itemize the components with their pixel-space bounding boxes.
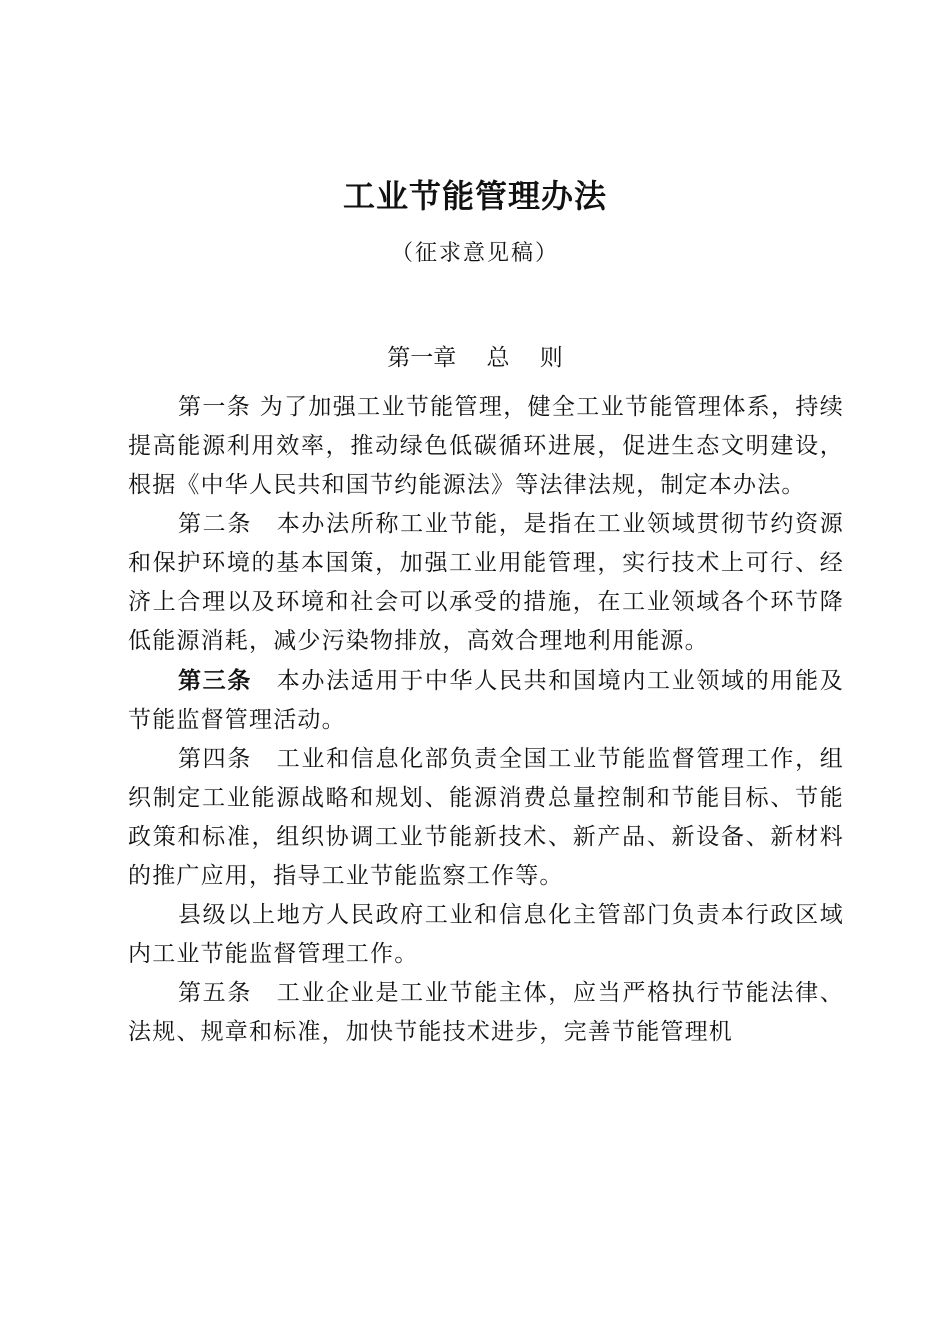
article-4-text: 工业和信息化部负责全国工业节能监督管理工作，组织制定工业能源战略和规划、能源消费总量控制和节能目标、节能政策和标准，组织协调工业节能新技术、新产品、新设备、新材料的推广应用，指导工业节能监察工作等。: [128, 746, 844, 889]
article-3-number: 第三条: [178, 667, 277, 694]
document-subtitle: （征求意见稿）: [390, 241, 559, 266]
article-2-text: 本办法所称工业节能，是指在工业领域贯彻节约资源和保护环境的基本国策，加强工业用能管理，实行技术上可行、经济上合理以及环境和社会可以承受的措施，在工业领域各个环节降低能源消耗，减少污染物排放，高效合理地利用能源。: [128, 511, 844, 654]
article-5-number: 第五条: [178, 980, 277, 1006]
article-4-paragraph-2-text: 县级以上地方人民政府工业和信息化主管部门负责本行政区域内工业节能监督管理工作。: [128, 902, 844, 967]
article-4-number: 第四条: [178, 746, 277, 772]
article-5: [128, 974, 844, 1052]
article-3-text: 本办法适用于中华人民共和国境内工业领域的用能及节能监督管理活动。: [128, 668, 844, 733]
article-3: [128, 661, 844, 740]
article-2-number: 第二条: [178, 511, 277, 537]
document-title: 工业节能管理办法: [342, 177, 607, 215]
article-4-paragraph-2: [128, 896, 844, 974]
article-1: [128, 388, 844, 505]
article-1-number: 第一条: [178, 394, 260, 420]
document-body: [128, 388, 844, 1052]
article-1-text: 为了加强工业节能管理，健全工业节能管理体系，持续提高能源利用效率，推动绿色低碳循环进展，促进生态文明建设，根据《中华人民共和国节约能源法》等法律法规，制定本办法。: [128, 394, 844, 498]
article-4: [128, 740, 844, 896]
chapter-heading: 第一章 总 则: [387, 345, 563, 371]
article-5-text: 工业企业是工业节能主体，应当严格执行节能法律、法规、规章和标准，加快节能技术进步，完善节能管理机: [128, 980, 844, 1045]
article-2: [128, 505, 844, 661]
